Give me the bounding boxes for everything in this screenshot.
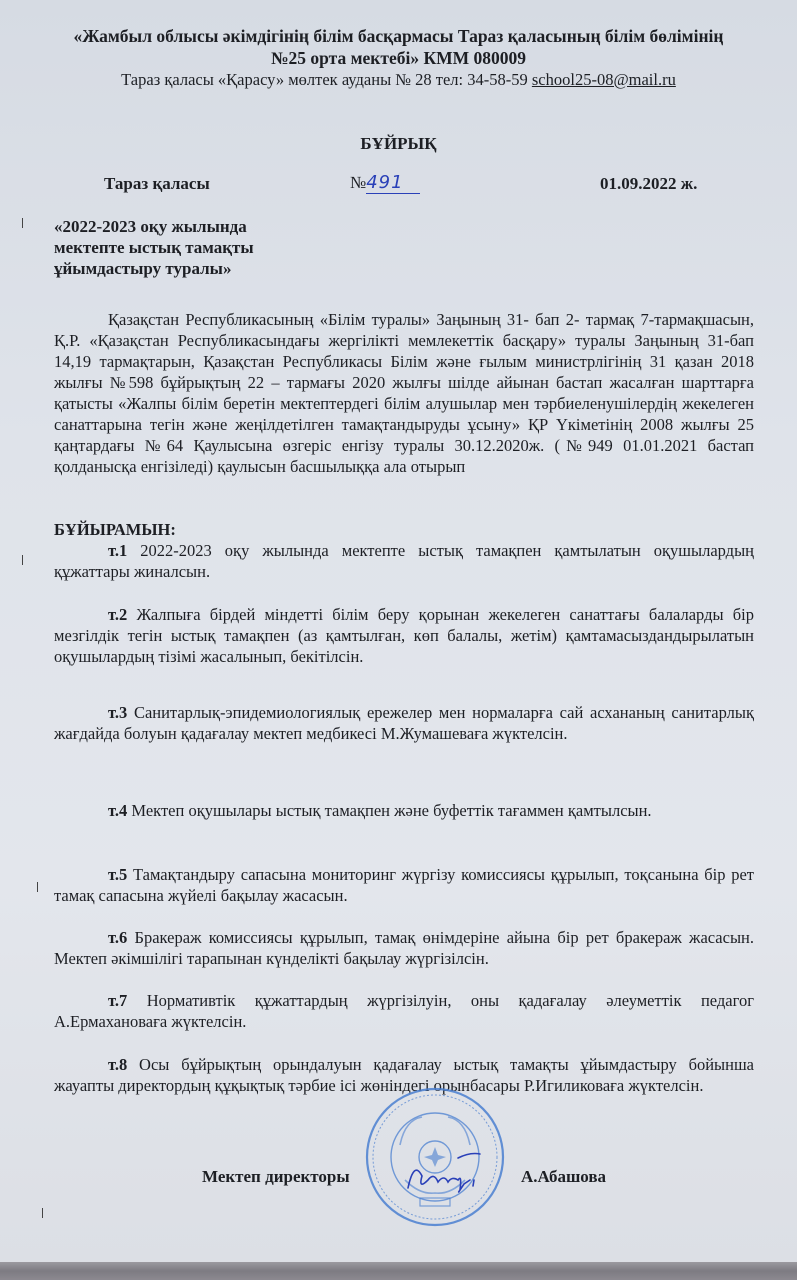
item-text: Мектеп оқушылары ыстық тамақпен және буфеттік тағаммен қамтылсын. — [127, 801, 652, 820]
item-text: Тамақтандыру сапасына мониторинг жүргізу комиссиясы құрылып, тоқсанына бір рет тамақ сапасына жүйелі бақылау жасасын. — [54, 865, 754, 905]
item-label: т.2 — [108, 605, 128, 624]
item-text: 2022-2023 оқу жылында мектепте ыстық тамақпен қамтылатын оқушылардың құжаттары жиналсын. — [54, 541, 754, 581]
order-subject — [54, 216, 254, 279]
item-text: Осы бұйрықтың орындалуын қадағалау ыстық тамақты ұйымдастыру бойынша жауапты директордың құқықтық тәрбие ісі жөніндегі орынбасары Р.Игиликоваға жүктелсін. — [54, 1055, 754, 1095]
item-text: Санитарлық-эпидемиологиялық ережелер мен нормаларға сай асхананың санитарлық жағдайда болуын қадағалау мектеп медбикесі М.Жумашеваға жүктелсін. — [54, 703, 754, 743]
item-label: т.7 — [108, 991, 128, 1010]
address-text: Тараз қаласы «Қарасу» мөлтек ауданы № 28 тел: 34-58-59 — [121, 70, 532, 89]
order-item-5 — [54, 864, 754, 906]
item-label: т.8 — [108, 1055, 128, 1074]
document-title: БҰЙРЫҚ — [360, 134, 437, 153]
margin-mark — [37, 882, 38, 892]
email-link[interactable]: school25-08@mail.ru — [531, 70, 676, 89]
item-text: Нормативтік құжаттардың жүргізілуін, оны қадағалау әлеуметтік педагог А.Ермахановаға жүктелсін. — [54, 991, 754, 1031]
director-name: А.Абашова — [521, 1167, 607, 1186]
order-item-2 — [54, 604, 754, 667]
number-prefix: № — [350, 173, 367, 192]
preamble-paragraph: Қазақстан Республикасының «Білім туралы» Заңының 31- бап 2- тармақ 7-тармақшасын, Қ.Р. «Қазақстан Республикасындағы жергілікті мемлекеттік басқару» туралы Заңының 31-бап 14,19 тармақтарын, Қазақстан Республикасы Білім және ғылым министрлігінің 31 қазан 2018 жылғы №598 бұйрықтың 22 – тармағы 2020 жылғы шілде айынан бастап жасалған шарттарға қатысты «Жалпы білім беретін мектептердегі білім алушылар мен тәрбиеленушілердің жекелеген санаттарына тегін және жеңілдетілген тамақтандыруды ұсыну» ҚР Үкіметінің 2008 жылғы 25 қаңтардағы №64 Қаулысына өзгеріс енгізу туралы 30.12.2020ж. (№949 01.01.2021 бастап қолданысқа енгізіледі) қаулысын басшылыққа ала отырып — [54, 310, 754, 476]
margin-mark — [42, 1208, 43, 1218]
page-bottom-edge — [0, 1262, 797, 1280]
item-label: т.6 — [108, 928, 128, 947]
subject-line: мектепте ыстық тамақты — [54, 238, 254, 257]
org-header-line2: №25 орта мектебі» КММ 080009 — [270, 48, 527, 68]
order-number — [350, 172, 420, 194]
item-label: т.5 — [108, 865, 128, 884]
margin-mark — [22, 555, 23, 565]
order-date: 01.09.2022 ж. — [600, 174, 698, 193]
order-item-6 — [54, 927, 754, 969]
order-item-1 — [54, 540, 754, 582]
org-address — [0, 70, 797, 90]
subject-line: ұйымдастыру туралы» — [54, 259, 232, 278]
order-item-4 — [54, 800, 754, 821]
item-label: т.1 — [108, 541, 128, 560]
order-city: Тараз қаласы — [104, 174, 210, 193]
subject-line: «2022-2023 оқу жылында — [54, 217, 247, 236]
item-text: Жалпыға бірдей міндетті білім беру қорынан жекелеген санаттағы балаларды бір мезгілдік тегін ыстық тамақпен (аз қамтылған, көп балалы, жетім) қамтамасыздандырылатын оқушылардың тізімі жасалынып, бекітілсін. — [54, 605, 754, 666]
decree-word: БҰЙЫРАМЫН: — [54, 520, 176, 539]
order-item-7 — [54, 990, 754, 1032]
director-signature — [400, 1150, 490, 1200]
item-label: т.3 — [108, 703, 128, 722]
org-header-line1: «Жамбыл облысы әкімдігінің білім басқармасы Тараз қаласының білім бөлімінің — [73, 26, 724, 46]
margin-mark — [22, 218, 23, 228]
item-label: т.4 — [108, 801, 128, 820]
item-text: Бракераж комиссиясы құрылып, тамақ өнімдеріне айына бір рет бракераж жасасын. Мектеп әкімшілігі тарапынан күнделікті бақылау жүргізілсін. — [54, 928, 754, 968]
handwritten-number: 491 — [366, 172, 420, 194]
director-title: Мектеп директоры — [202, 1167, 350, 1186]
order-item-3 — [54, 702, 754, 744]
